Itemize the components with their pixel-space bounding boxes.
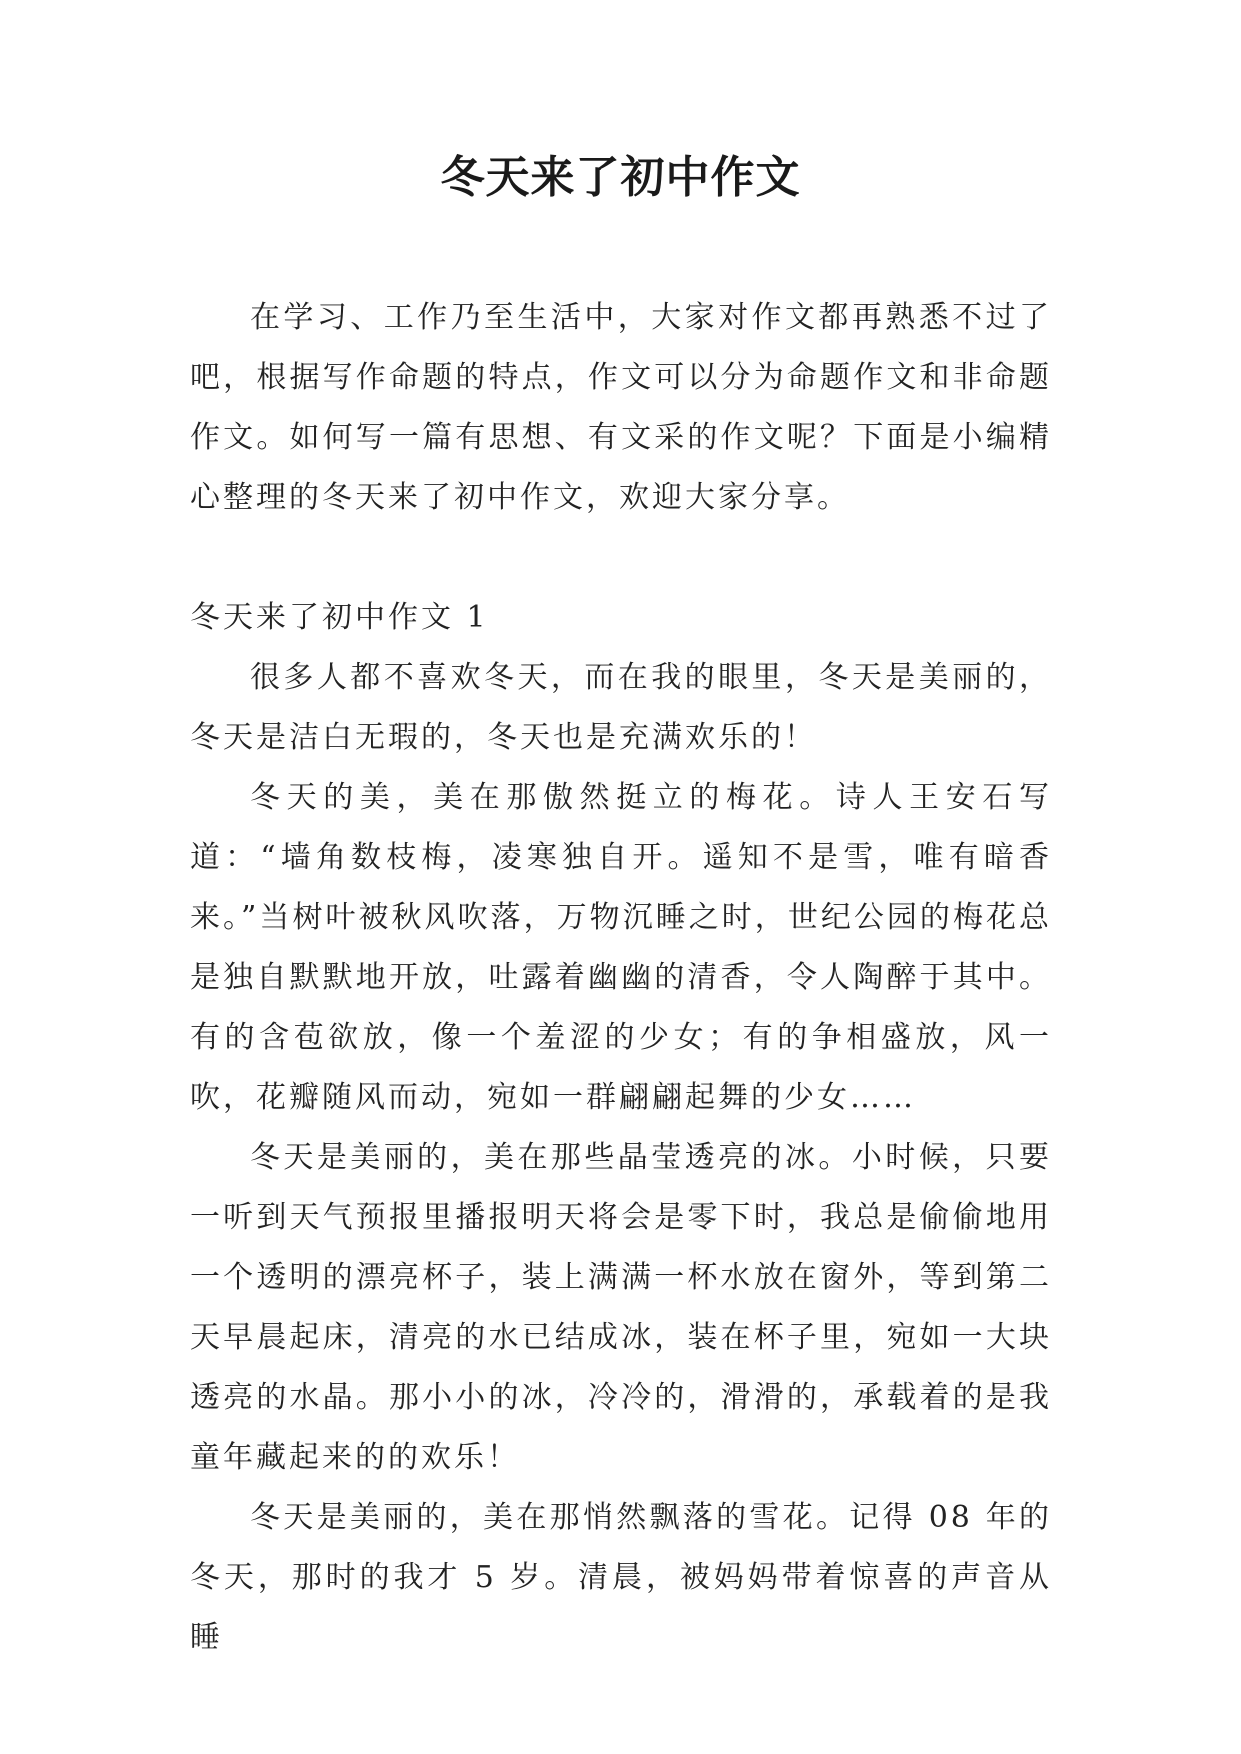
body-paragraph-3: 冬天是美丽的，美在那些晶莹透亮的冰。小时候，只要一听到天气预报里播报明天将会是零下时，我总是偷偷地用一个透明的漂亮杯子，装上满满一杯水放在窗外，等到第二天早晨起床，清亮的水已结成冰，装在杯子里，宛如一大块透亮的水晶。那小小的冰，冷冷的，滑滑的，承载着的是我童年藏起来的的欢乐！ (190, 1140, 1052, 1475)
body-paragraph-4: 冬天是美丽的，美在那悄然飘落的雪花。记得 08 年的冬天，那时的我才 5 岁。清晨，被妈妈带着惊喜的声音从睡 (190, 1500, 1052, 1655)
section-heading: 冬天来了初中作文 1 (190, 600, 489, 635)
body-paragraph-1: 很多人都不喜欢冬天，而在我的眼里，冬天是美丽的，冬天是洁白无瑕的，冬天也是充满欢乐的！ (190, 660, 1052, 755)
body-paragraph-2: 冬天的美，美在那傲然挺立的梅花。诗人王安石写道：“墙角数枝梅，凌寒独自开。遥知不是雪，唯有暗香来。”当树叶被秋风吹落，万物沉睡之时，世纪公园的梅花总是独自默默地开放，吐露着幽幽的清香，令人陶醉于其中。有的含苞欲放，像一个羞涩的少女；有的争相盛放，风一吹，花瓣随风而动，宛如一群翩翩起舞的少女…… (190, 780, 1052, 1115)
document-body (190, 288, 1052, 1668)
intro-paragraph: 在学习、工作乃至生活中，大家对作文都再熟悉不过了吧，根据写作命题的特点，作文可以分为命题作文和非命题作文。如何写一篇有思想、有文采的作文呢？下面是小编精心整理的冬天来了初中作文，欢迎大家分享。 (190, 300, 1052, 515)
document-title: 冬天来了初中作文 (440, 152, 801, 203)
